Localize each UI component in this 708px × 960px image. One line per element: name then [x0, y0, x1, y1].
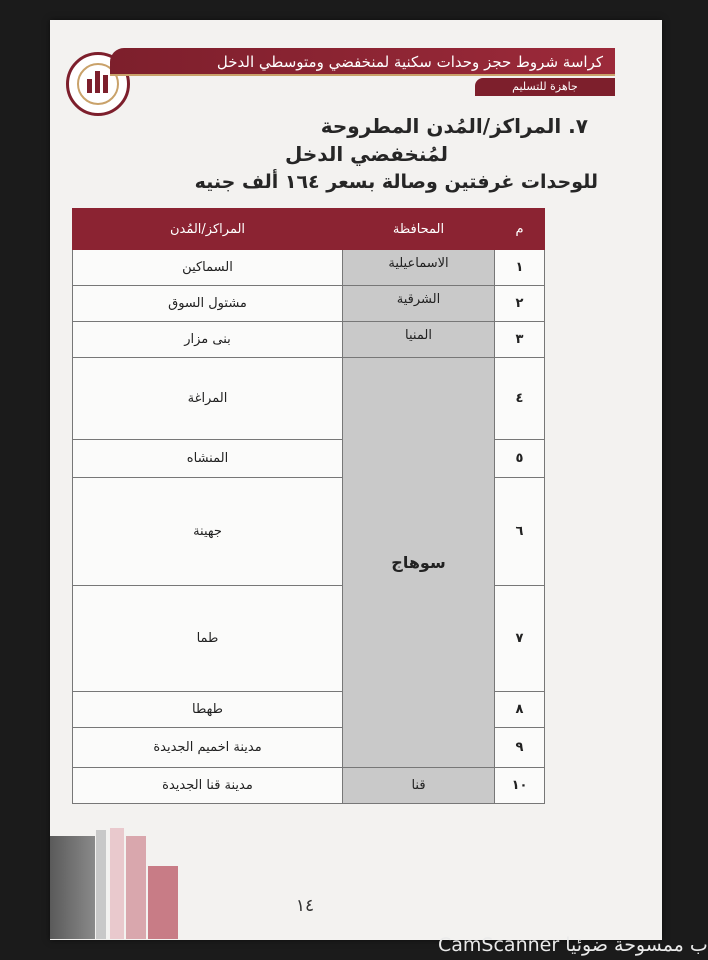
- logo-building-icon: [87, 79, 92, 93]
- row-num: ٤: [495, 358, 545, 440]
- title-line-3: للوحدات غرفتين وصالة بسعر ١٦٤ ألف جنيه: [194, 171, 598, 193]
- title-line-2: لمُنخفضي الدخل: [285, 142, 448, 166]
- logo-building-icon: [95, 71, 100, 93]
- row-num: ٢: [495, 286, 545, 322]
- table-row: [73, 768, 545, 804]
- row-num: ٧: [495, 586, 545, 692]
- decorative-building-icon: [148, 866, 178, 939]
- banner-subtitle: جاهزة للتسليم: [475, 78, 615, 96]
- row-governorate-merged: سوهاج: [343, 358, 495, 768]
- table-row: [73, 286, 545, 322]
- header-city: المراكز/المُدن: [73, 209, 343, 250]
- logo-building-icon: [103, 75, 108, 93]
- row-governorate: المنيا: [343, 322, 495, 358]
- row-num: ٩: [495, 728, 545, 768]
- row-num: ١: [495, 250, 545, 286]
- decorative-building-icon: [126, 836, 146, 939]
- header-num: م: [495, 209, 545, 250]
- row-city: مدينة اخميم الجديدة: [73, 728, 343, 768]
- title-line-1: ٧. المراكز/المُدن المطروحة: [320, 114, 588, 138]
- cities-table: [72, 208, 545, 804]
- banner-title: كراسة شروط حجز وحدات سكنية لمنخفضي ومتوسطي الدخل: [110, 48, 615, 76]
- row-num: ٥: [495, 440, 545, 478]
- row-governorate: الاسماعيلية: [343, 250, 495, 286]
- page-number: ١٤: [295, 896, 315, 916]
- row-city: بنى مزار: [73, 322, 343, 358]
- row-city: مشتول السوق: [73, 286, 343, 322]
- header-governorate: المحافظة: [343, 209, 495, 250]
- row-num: ٨: [495, 692, 545, 728]
- table-row: [73, 250, 545, 286]
- table-row: [73, 322, 545, 358]
- header-banner: [110, 38, 615, 94]
- row-city: مدينة قنا الجديدة: [73, 768, 343, 804]
- table-header-row: [73, 209, 545, 250]
- table-row: [73, 358, 545, 440]
- row-governorate: قنا: [343, 768, 495, 804]
- row-governorate: الشرقية: [343, 286, 495, 322]
- scanner-watermark: CamScanner ب ممسوحة ضوئيا: [438, 934, 708, 956]
- row-city: المراغة: [73, 358, 343, 440]
- row-city: السماكين: [73, 250, 343, 286]
- row-num: ٣: [495, 322, 545, 358]
- row-city: طهطا: [73, 692, 343, 728]
- decorative-building-icon: [110, 828, 124, 939]
- row-city: جهينة: [73, 478, 343, 586]
- row-city: المنشاه: [73, 440, 343, 478]
- row-num: ٦: [495, 478, 545, 586]
- row-num: ١٠: [495, 768, 545, 804]
- decorative-building-icon: [96, 830, 106, 939]
- section-title: [78, 112, 598, 196]
- row-city: طما: [73, 586, 343, 692]
- decorative-building-icon: [50, 836, 95, 939]
